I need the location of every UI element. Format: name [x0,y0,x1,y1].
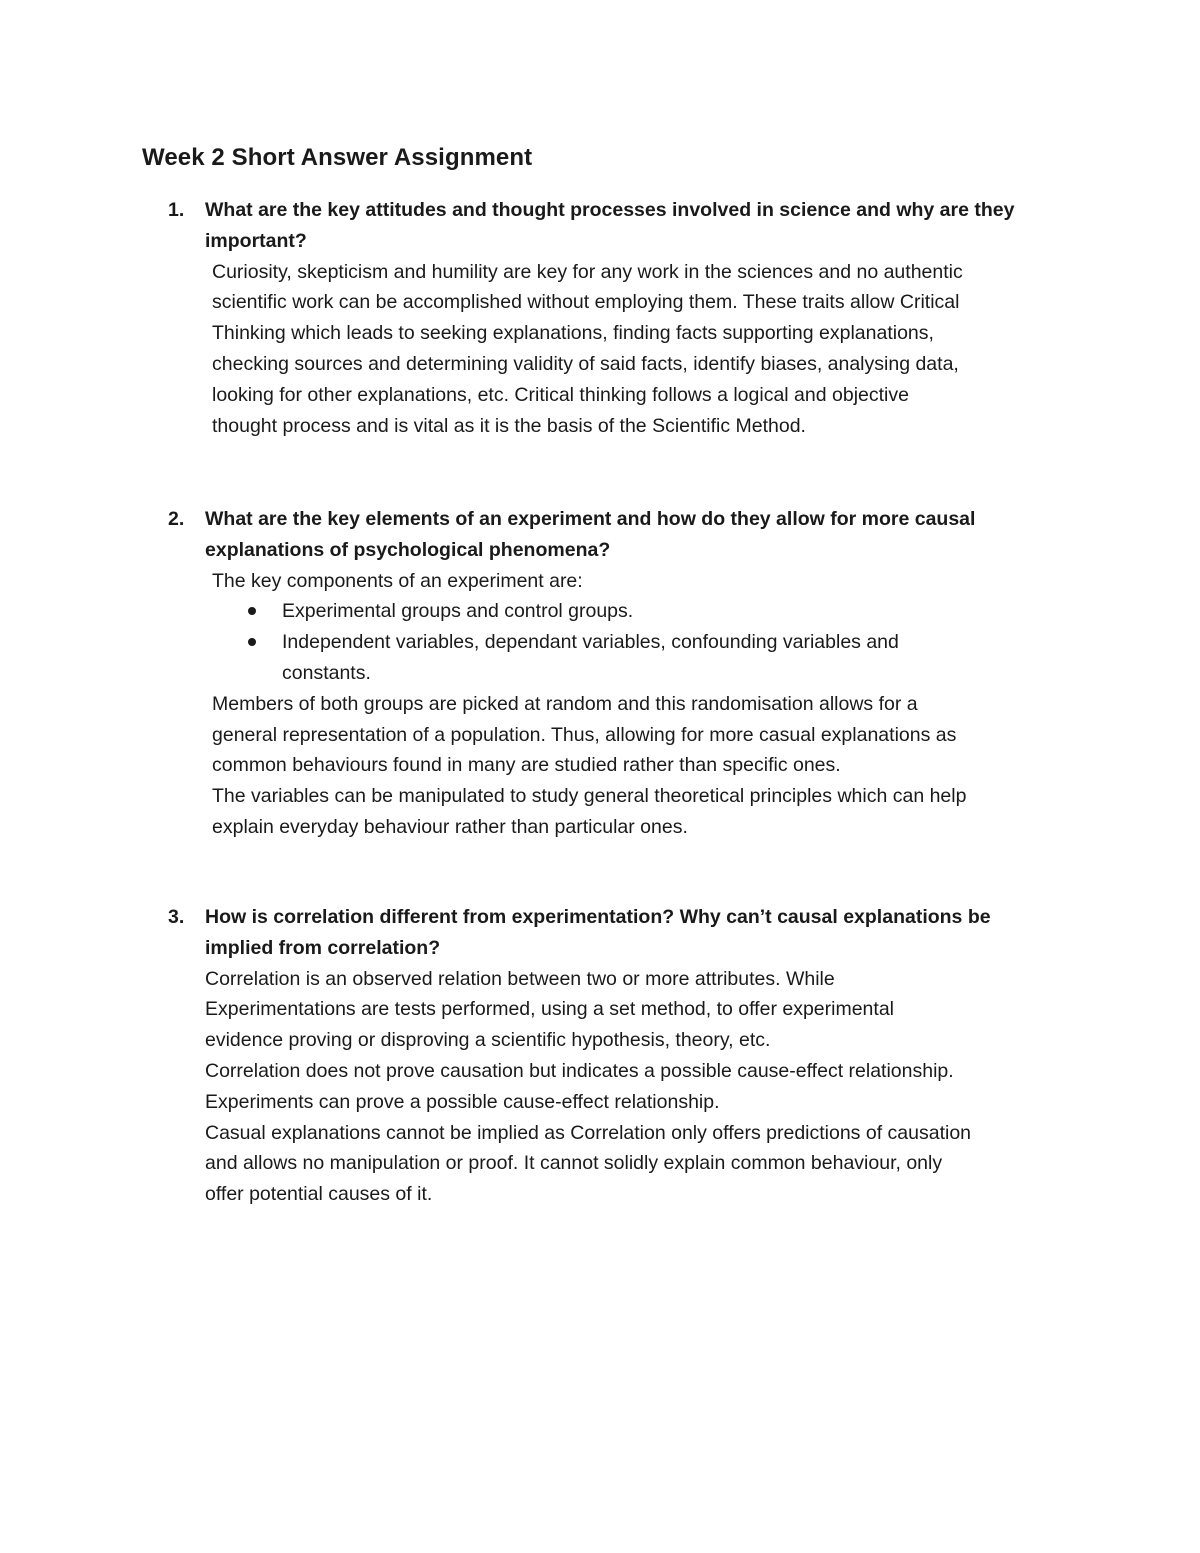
answer-line: and allows no manipulation or proof. It cannot solidly explain common behaviour, only [205,1152,943,1175]
answer-line: The variables can be manipulated to study general theoretical principles which can help [212,785,967,808]
list-item [240,596,1068,627]
answer-block [205,964,1068,1210]
answer-block [212,689,1068,843]
answer-line: Experiments can prove a possible cause-effect relationship. [205,1090,720,1113]
document-title: Week 2 Short Answer Assignment [142,144,533,171]
bullet-icon [248,607,256,615]
answer-intro: The key components of an experiment are: [212,569,583,592]
answer-line: Casual explanations cannot be implied as Correlation only offers predictions of causation [205,1121,972,1144]
answer-line: scientific work can be accomplished without employing them. These traits allow Critical [212,291,960,314]
question-2 [168,504,1068,843]
question-text: What are the key attitudes and thought processes involved in science and why are they important? [205,199,1015,252]
bullet-text: Experimental groups and control groups. [282,600,634,623]
answer-line: Correlation is an observed relation between two or more attributes. While [205,967,835,990]
answer-line: Curiosity, skepticism and humility are key for any work in the sciences and no authentic [212,260,963,283]
answer-line: explain everyday behaviour rather than particular ones. [212,815,688,838]
answer-line: Members of both groups are picked at random and this randomisation allows for a [212,692,918,715]
answer-line: thought process and is vital as it is the basis of the Scientific Method. [212,414,806,437]
question-number: 1. [168,199,185,221]
question-text: How is correlation different from experimentation? Why can’t causal explanations be implied from correlation? [205,906,991,959]
bullet-icon [248,638,256,646]
question-3 [168,902,1068,1210]
bullet-text: Independent variables, dependant variables, confounding variables and constants. [282,631,899,684]
list-item [240,627,1068,689]
question-1 [168,195,1068,441]
question-number: 3. [168,906,185,928]
answer-line: offer potential causes of it. [205,1183,433,1206]
answer-line: Thinking which leads to seeking explanations, finding facts supporting explanations, [212,322,934,345]
bullet-list [240,596,1068,688]
answer-block [212,257,1068,442]
answer-line: checking sources and determining validity of said facts, identify biases, analysing data, [212,352,959,375]
question-number: 2. [168,508,185,530]
answer-line: general representation of a population. Thus, allowing for more casual explanations as [212,723,957,746]
answer-line: Experimentations are tests performed, using a set method, to offer experimental [205,998,894,1021]
answer-line: common behaviours found in many are studied rather than specific ones. [212,754,841,777]
answer-line: Correlation does not prove causation but indicates a possible cause-effect relationship. [205,1059,954,1082]
question-text: What are the key elements of an experiment and how do they allow for more causal explanations of psychological phenomena? [205,508,976,561]
answer-line: evidence proving or disproving a scientific hypothesis, theory, etc. [205,1029,771,1052]
answer-line: looking for other explanations, etc. Critical thinking follows a logical and objective [212,383,909,406]
